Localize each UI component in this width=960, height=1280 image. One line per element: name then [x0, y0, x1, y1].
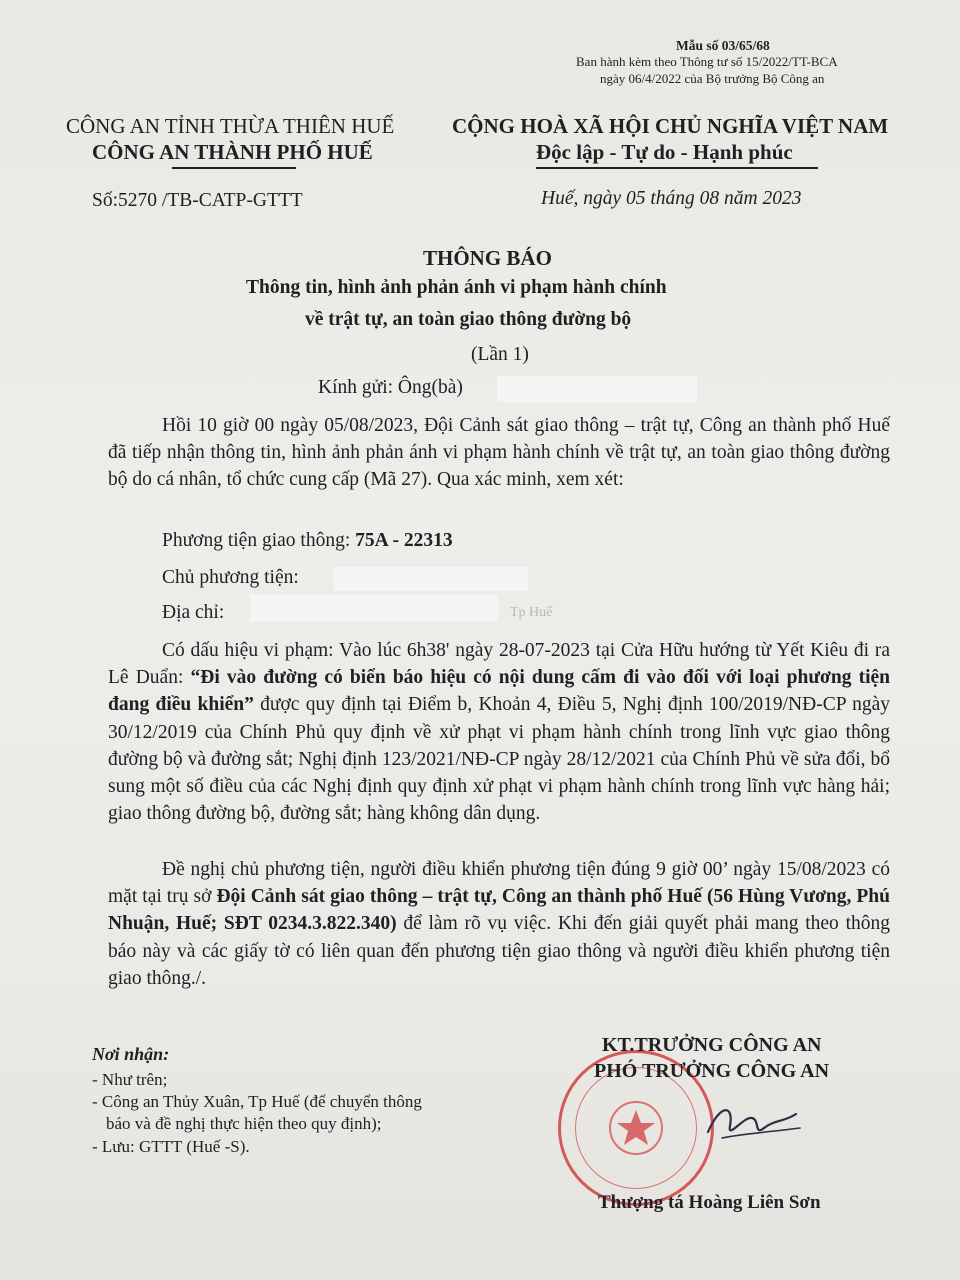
recipient-redaction: [497, 376, 697, 402]
notice-subtitle-1: Thông tin, hình ảnh phản ánh vi phạm hành chính: [246, 277, 667, 298]
vehicle-label: Phương tiện giao thông:: [162, 530, 356, 551]
address-redaction: [250, 594, 498, 622]
violation-quote: “Đi vào đường có biển báo hiệu có nội dung cấm đi vào đối với loại phương tiện đang điều khiển”: [108, 667, 890, 716]
request-paragraph: [108, 856, 890, 992]
issue-date: Huế, ngày 05 tháng 08 năm 2023: [541, 188, 802, 209]
form-note-1: Ban hành kèm theo Thông tư số 15/2022/TT-BCA: [576, 54, 838, 69]
intro-paragraph: Hồi 10 giờ 00 ngày 05/08/2023, Đội Cảnh sát giao thông – trật tự, Công an thành phố Huế đã tiếp nhận thông tin, hình ảnh phản ánh vi phạm hành chính về trật tự, an toàn giao thông đường bộ do cá nhân, tổ chức cung cấp (Mã 27). Qua xác minh, xem xét:: [108, 415, 890, 491]
violation-legal-basis: được quy định tại Điểm b, Khoản 4, Điều 5, Nghị định 100/2019/NĐ-CP ngày 30/12/2019 của Chính Phủ quy định về xử phạt vi phạm hành chính trong lĩnh vực giao thông đường bộ và đường sắt; Nghị định 123/2021/NĐ-CP ngày 28/12/2021 của Chính Phủ về sửa đổi, bổ sung một số điều của các Nghị định quy định xử phạt vi phạm hành chính trong lĩnh vực hàng hải; giao thông đường bộ, đường sắt; hàng không dân dụng.: [108, 694, 890, 825]
agency-line-1: CÔNG AN TỈNH THỪA THIÊN HUẾ: [66, 114, 395, 138]
receiver-item: báo và đề nghị thực hiện theo quy định);: [106, 1114, 382, 1133]
notice-title: THÔNG BÁO: [423, 246, 552, 270]
request-lead: Đề nghị chủ phương tiện, người điều khiển phương tiện đúng 9 giờ 00’ ngày 15/08/2023 có mặt tại trụ sở: [108, 859, 890, 908]
signer-name: Thượng tá Hoàng Liên Sơn: [598, 1192, 821, 1213]
address-label: Địa chỉ:: [162, 602, 225, 623]
signature-title-1: KT.TRƯỞNG CÔNG AN: [602, 1034, 822, 1056]
address-tail: Tp Huế: [510, 605, 553, 620]
document-number: Số:5270 /TB-CATP-GTTT: [92, 190, 303, 211]
request-location: Đội Cảnh sát giao thông – trật tự, Công an thành phố Huế (56 Hùng Vương, Phú Nhuận, Huế; SĐT 0234.3.822.340): [108, 886, 890, 935]
receiver-item: - Như trên;: [92, 1070, 168, 1089]
vehicle-plate: 75A - 22313: [355, 530, 453, 551]
receivers-heading: Nơi nhận:: [92, 1044, 170, 1064]
agency-line-2: CÔNG AN THÀNH PHỐ HUẾ: [92, 140, 373, 164]
form-note-2: ngày 06/4/2022 của Bộ trưởng Bộ Công an: [600, 71, 825, 86]
violation-paragraph: [108, 637, 890, 827]
notice-subtitle-2: về trật tự, an toàn giao thông đường bộ: [305, 309, 632, 330]
signature-title-2: PHÓ TRƯỞNG CÔNG AN: [594, 1060, 830, 1082]
motto-underline: [536, 167, 818, 169]
notice-round: (Lần 1): [471, 344, 529, 365]
violation-lead: Có dấu hiệu vi phạm: Vào lúc 6h38' ngày 28-07-2023 tại Cửa Hữu hướng từ Yết Kiêu đi ra Lê Duẩn:: [108, 640, 890, 689]
request-rest: để làm rõ vụ việc. Khi đến giải quyết phải mang theo thông báo này và các giấy tờ có liên quan đến phương tiện giao thông và người điều khiển phương tiện giao thông./.: [108, 913, 890, 989]
agency-underline: [172, 167, 296, 169]
recipient-label: Kính gửi: Ông(bà): [318, 377, 463, 398]
owner-redaction: [334, 567, 528, 591]
owner-label: Chủ phương tiện:: [162, 567, 299, 588]
vehicle-line: [162, 530, 453, 552]
nation-line-1: CỘNG HOÀ XÃ HỘI CHỦ NGHĨA VIỆT NAM: [452, 114, 889, 138]
receiver-item: - Công an Thủy Xuân, Tp Huế (để chuyển thông: [92, 1092, 422, 1111]
nation-motto: Độc lập - Tự do - Hạnh phúc: [536, 140, 793, 164]
receiver-item: - Lưu: GTTT (Huế -S).: [92, 1137, 250, 1156]
form-code: Mẫu số 03/65/68: [676, 38, 770, 53]
handwritten-signature: [700, 1092, 810, 1152]
